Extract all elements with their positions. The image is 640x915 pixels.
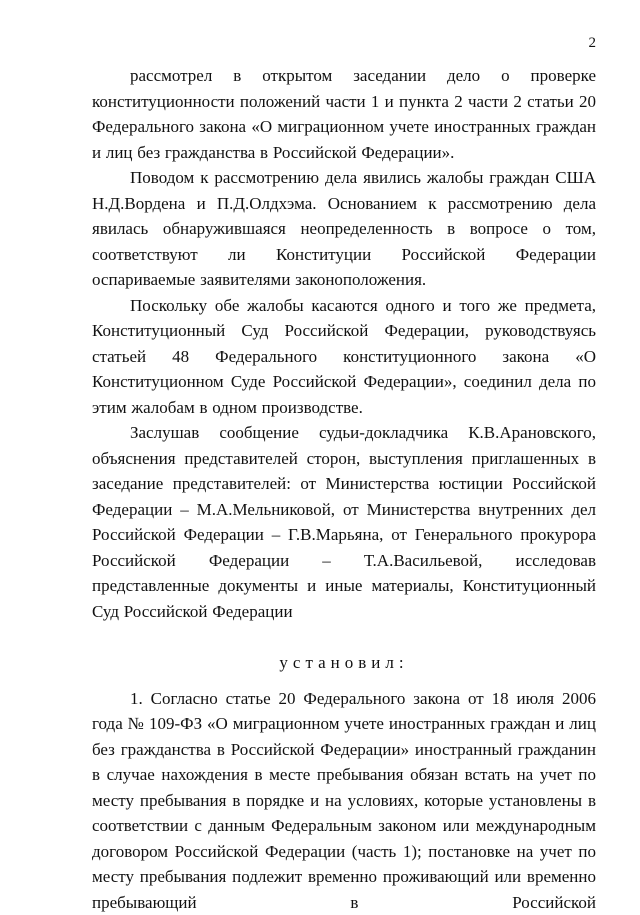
paragraph-hearing: Заслушав сообщение судьи-докладчика К.В.Арановского, объяснения представителей сторон, выступления приглашенных в заседание представителей: от Министерства юстиции Российской Федерации – М.А.Мельниковой, от Министерства внутренних дел Российской Федерации – Г.В.Марьяна, от Генерального прокурора Российской Федерации – Т.А.Васильевой, исследовав представленные документы и иные материалы, Конституционный Суд Российской Федерации — [92, 420, 596, 624]
section-heading: установил: — [92, 650, 596, 676]
paragraph-finding-1: 1. Согласно статье 20 Федерального закона от 18 июля 2006 года № 109-ФЗ «О миграционном учете иностранных граждан и лиц без гражданства в Российской Федерации» иностранный гражданин в случае нахождения в месте пребывания обязан встать на учет по месту пребывания в порядке и на условиях, которые установлены в соответствии с данным Федеральным законом или международным договором Российской Федерации (часть 1); постановке на учет по месту пребывания подлежит временно проживающий или временно пребывающий в Российской — [92, 686, 596, 915]
paragraph-case-subject: рассмотрел в открытом заседании дело о проверке конституционности положений части 1 и пункта 2 части 2 статьи 20 Федерального закона «О миграционном учете иностранных граждан и лиц без гражданства в Российской Федерации». — [92, 63, 596, 165]
paragraph-grounds: Поводом к рассмотрению дела явились жалобы граждан США Н.Д.Вордена и П.Д.Олдхэма. Основанием к рассмотрению дела явилась обнаружившаяся неопределенность в вопросе о том, соответствуют ли Конституции Российской Федерации оспариваемые заявителями законоположения. — [92, 165, 596, 293]
paragraph-joinder: Поскольку обе жалобы касаются одного и того же предмета, Конституционный Суд Российской Федерации, руководствуясь статьей 48 Федерального конституционного закона «О Конституционном Суде Российской Федерации», соединил дела по этим жалобам в одном производстве. — [92, 293, 596, 421]
document-body — [92, 63, 596, 915]
page-number: 2 — [589, 36, 597, 51]
